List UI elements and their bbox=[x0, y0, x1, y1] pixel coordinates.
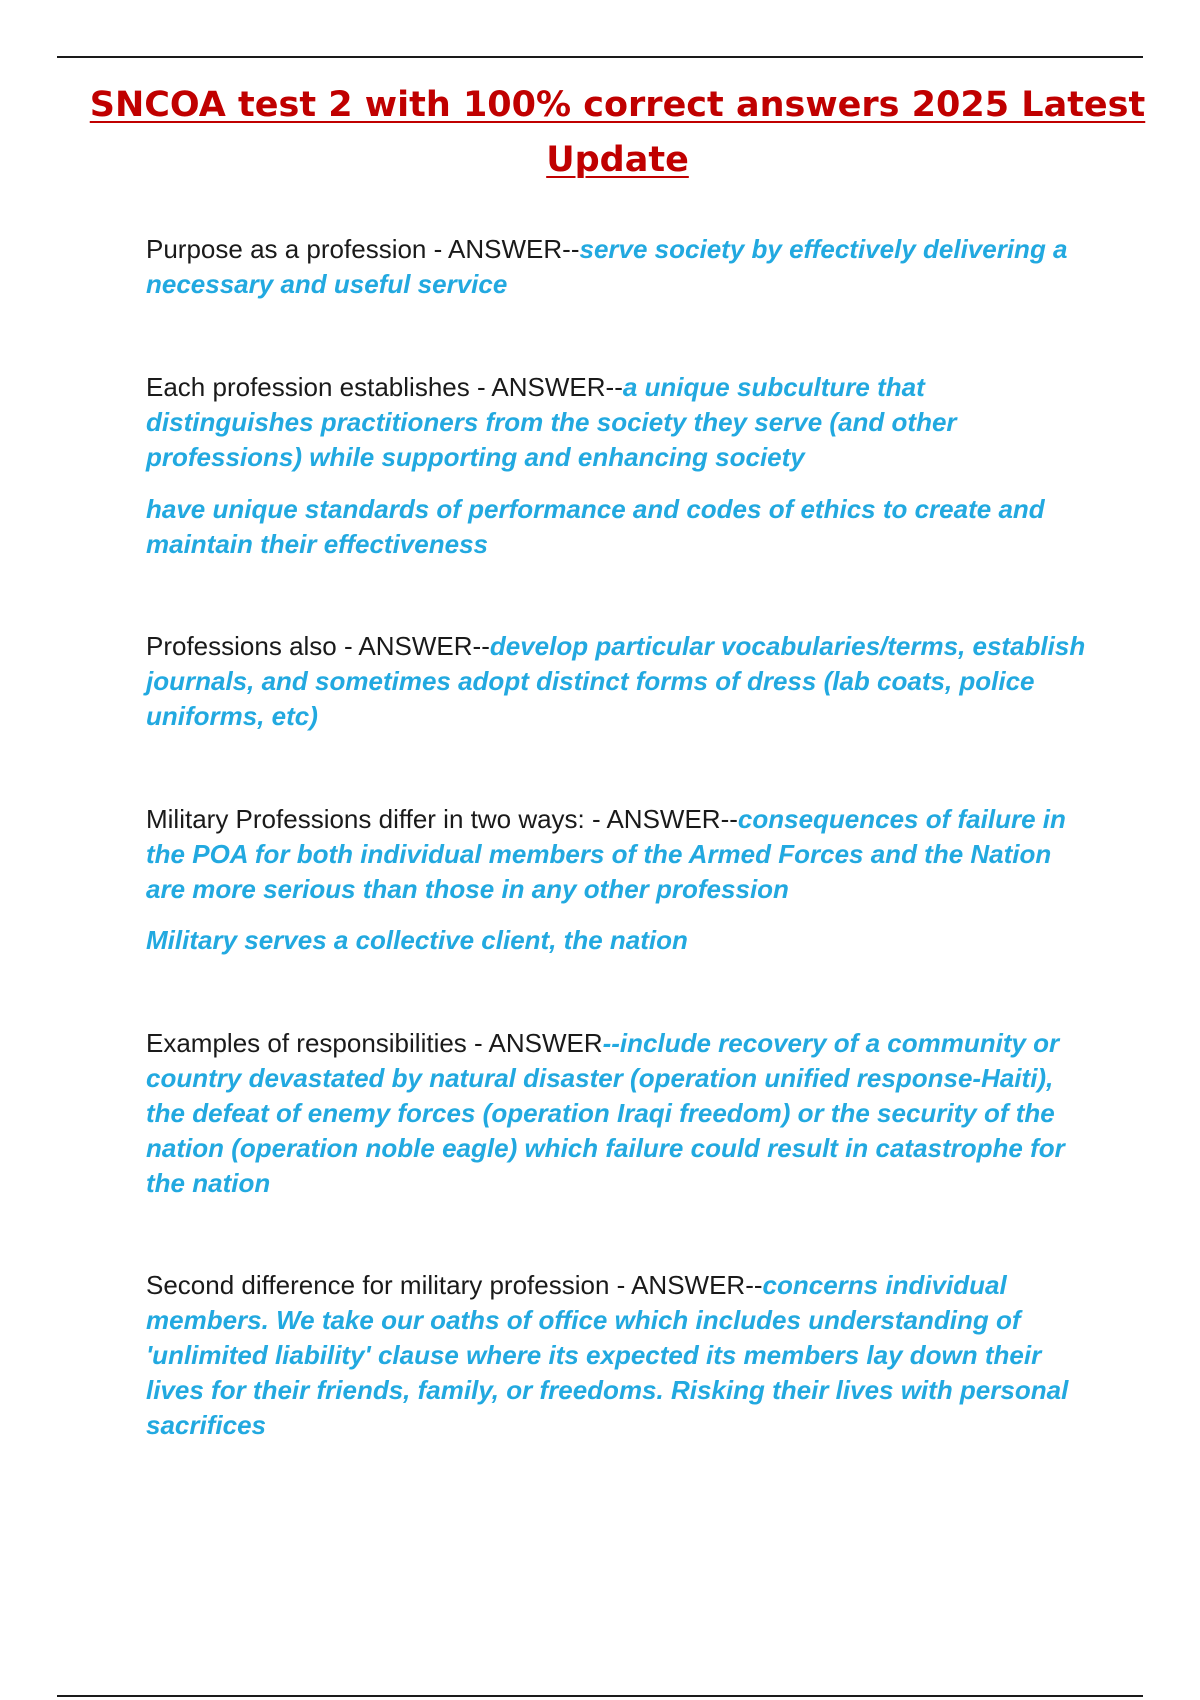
question-text: Examples of responsibilities - ANSWER bbox=[146, 1028, 603, 1058]
answer-text: --include recovery of a community or country devastated by natural disaster (operation unified response-Haiti), the defeat of enemy forces (operation Iraqi freedom) or the security of the nation (operation noble eagle) which failure could result in catastrophe for the nation bbox=[146, 1028, 1065, 1198]
answer-text: consequences of failure in the POA for both individual members of the Armed Forces and the Nation are more serious than those in any other profession bbox=[146, 804, 1066, 904]
qa-item bbox=[146, 629, 1086, 734]
answer-text: a unique subculture that distinguishes practitioners from the society they serve (and other professions) while supporting and enhancing society bbox=[146, 372, 957, 472]
answer-text: serve society by effectively delivering a necessary and useful service bbox=[146, 234, 1068, 299]
answer-text: concerns individual members. We take our oaths of office which includes understanding of 'unlimited liability' clause where its expected its members lay down their lives for their friends, family, or freedoms. Risking their lives with personal sacrifices bbox=[146, 1270, 1069, 1440]
qa-item bbox=[146, 802, 1086, 907]
qa-item bbox=[146, 1026, 1086, 1201]
document-title: SNCOA test 2 with 100% correct answers 2025 Latest Update bbox=[89, 85, 1146, 180]
question-text: Each profession establishes - ANSWER-- bbox=[146, 372, 623, 402]
answer-extra-paragraph: have unique standards of performance and codes of ethics to create and maintain their effectiveness bbox=[146, 494, 1045, 559]
question-text: Military Professions differ in two ways: - ANSWER-- bbox=[146, 804, 738, 834]
qa-item bbox=[146, 1268, 1086, 1443]
bottom-rule bbox=[57, 1695, 1143, 1697]
answer-extra-paragraph: Military serves a collective client, the nation bbox=[146, 925, 688, 955]
answer-text: develop particular vocabularies/terms, establish journals, and sometimes adopt distinct forms of dress (lab coats, police uniforms, etc) bbox=[146, 631, 1086, 731]
qa-item bbox=[146, 232, 1086, 302]
question-text: Second difference for military profession - ANSWER-- bbox=[146, 1270, 763, 1300]
qa-item bbox=[146, 370, 1086, 475]
question-text: Professions also - ANSWER-- bbox=[146, 631, 490, 661]
question-text: Purpose as a profession - ANSWER-- bbox=[146, 234, 580, 264]
top-rule bbox=[57, 56, 1143, 58]
